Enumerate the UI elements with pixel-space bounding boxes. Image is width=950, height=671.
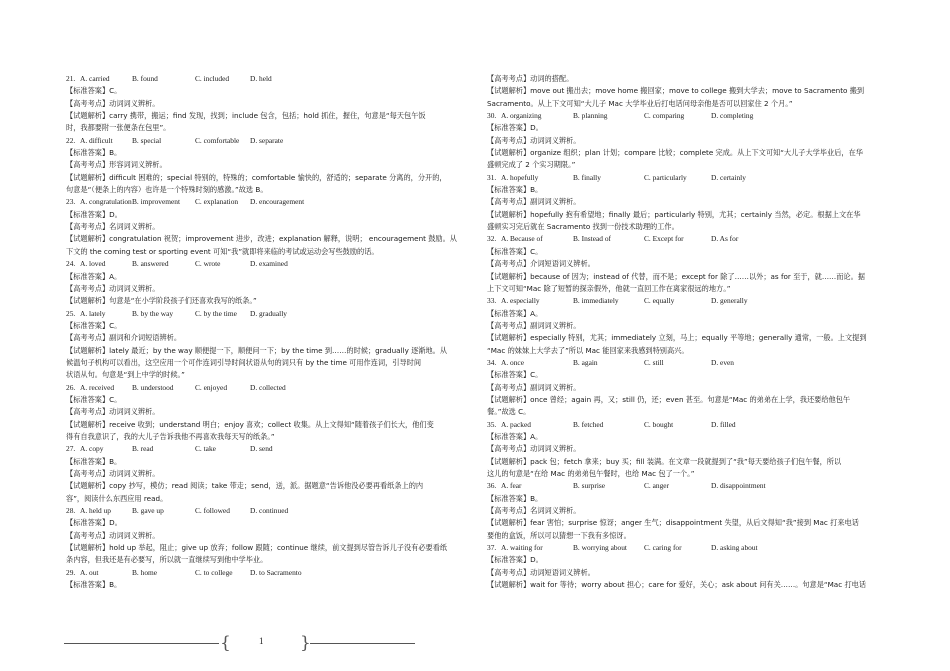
option-b: B. found [132, 74, 158, 83]
text-line: 【试题解析】fear 害怕；surprise 惊讶；anger 生气；disappointment 失望，从后文得知“我”接到 Mac 打来电话 [487, 518, 859, 528]
option-a: A. waiting for [501, 543, 543, 553]
text-line: 【高考考点】副词词义辨析。 [487, 382, 581, 392]
footer-rule-left [64, 643, 219, 644]
text-line: 【标准答案】A。 [66, 271, 122, 281]
text-line: 候温句子机构可以看出，这空应用一个可作连词引导时间状语从句的词只有 by the time 可用作连词，引导时间 [66, 357, 422, 367]
text-line: 条内容，但我还是有必要写，所以就一直继续写到他中学毕业。 [66, 555, 268, 565]
option-b: B. surprise [573, 481, 606, 491]
question-options-row [66, 73, 476, 85]
question-options-row [487, 480, 897, 492]
footer-rule-right [310, 643, 415, 644]
text-line: 容”，阅读什么东西应用 read。 [66, 493, 168, 503]
text-line: 【试题解析】once 曾经；again 再，又；still 仍，还；even 甚至。句意是“Mac 的弟弟在上学，我还要给他包午 [487, 394, 851, 404]
option-d: D. examined [250, 259, 288, 269]
text-line: 【高考考点】动词的搭配。 [487, 74, 574, 83]
question-number: 37. [487, 543, 497, 553]
text-line: 【高考考点】动词词义辨析。 [487, 444, 581, 454]
option-c: C. anger [644, 481, 670, 491]
question-number: 24. [66, 259, 76, 269]
text-line: 时，我都要附一张便条在包里”。 [66, 123, 171, 133]
page-footer [0, 632, 950, 656]
left-column [66, 73, 476, 591]
option-a: A. hopefully [501, 172, 539, 182]
question-options-row [66, 135, 476, 147]
footer-brace-right: } [300, 633, 311, 653]
option-a: A. difficult [80, 135, 113, 145]
text-line: 【试题解析】move out 搬出去；move home 搬回家；move to college 搬到大学去；move to Sacramento 搬到 [487, 86, 865, 96]
option-a: A. Because of [501, 234, 543, 244]
text-line: 【标准答案】D。 [66, 209, 122, 219]
option-b: B. fetched [573, 419, 604, 429]
option-d: D. disappointment [711, 481, 766, 491]
option-d: D. certainly [711, 172, 746, 182]
text-line: 【高考考点】动词词义辨析。 [66, 469, 160, 478]
question-options-row [66, 308, 476, 320]
option-a: A. out [80, 567, 99, 577]
question-number: 32. [487, 234, 497, 244]
text-line: 【标准答案】C。 [487, 246, 543, 256]
option-c: C. comparing [644, 111, 685, 121]
option-c: C. to college [195, 567, 233, 577]
option-a: A. fear [501, 481, 522, 491]
question-number: 29. [66, 567, 76, 577]
option-b: B. read [132, 444, 154, 454]
question-number: 30. [487, 111, 497, 121]
question-options-row [487, 295, 897, 307]
text-line: 【试题解析】hold up 举起，阻止；give up 放弃；follow 跟随；continue 继续，前文提到尽管告诉儿子没有必要看纸 [66, 543, 448, 553]
option-b: B. improvement [132, 197, 181, 207]
option-c: C. take [195, 444, 216, 454]
question-options-row [66, 382, 476, 394]
question-number: 21. [66, 74, 76, 83]
option-b: B. finally [573, 172, 601, 182]
text-line: 【高考考点】形容词词义辨析。 [66, 160, 167, 170]
option-c: C. by the time [195, 308, 237, 318]
option-d: D. separate [250, 135, 284, 145]
option-a: A. copy [80, 444, 104, 454]
option-c: C. Except for [644, 234, 684, 244]
text-line: 上下文可知“Mac 除了短暂的探亲假外，他就一直回工作在离家很远的地方。” [487, 283, 731, 293]
text-line: 盛顿实习完后就在 Sacramento 找到一份技术助理的工作。 [487, 222, 679, 232]
option-c: C. caring for [644, 543, 682, 553]
option-b: B. immediately [573, 296, 619, 306]
question-number: 22. [66, 135, 76, 145]
text-line: 【标准答案】B。 [487, 185, 543, 195]
option-d: D. even [711, 357, 734, 367]
option-c: C. explanation [195, 197, 239, 207]
text-line: “Mac 的妹妹上大学去了”所以 Mac 能回家来我感到特别高兴。 [487, 345, 689, 355]
option-d: D. encouragement [250, 197, 305, 207]
text-line: 【标准答案】C。 [66, 86, 122, 96]
option-a: A. congratulation [80, 197, 132, 207]
question-options-row [66, 258, 476, 270]
option-d: D. collected [250, 382, 286, 392]
option-c: C. particularly [644, 172, 687, 182]
option-b: B. again [573, 357, 598, 367]
page-number: 1 [259, 636, 264, 646]
option-a: A. especially [501, 296, 540, 306]
text-line: 【高考考点】副词词义辨析。 [487, 320, 581, 330]
text-line: 【标准答案】D。 [487, 123, 543, 133]
text-line: 【高考考点】动词词义辨析。 [66, 530, 160, 540]
option-a: A. packed [501, 419, 531, 429]
question-options-row [487, 233, 897, 245]
text-line: 【高考考点】动词词义辨析。 [487, 135, 581, 145]
option-a: A. once [501, 357, 524, 367]
option-d: D. As for [711, 234, 739, 244]
footer-brace-left: { [220, 633, 231, 653]
option-c: C. comfortable [195, 135, 240, 145]
text-line: 【标准答案】A。 [487, 431, 543, 441]
option-d: D. generally [711, 296, 748, 306]
text-line: 【标准答案】B。 [66, 148, 122, 158]
question-options-row [487, 542, 897, 554]
question-options-row [66, 567, 476, 579]
text-line: 【高考考点】介词短语词义辨析。 [487, 259, 595, 269]
question-number: 26. [66, 382, 76, 392]
option-c: C. enjoyed [195, 382, 228, 392]
text-line: 【试题解析】copy 抄写，模仿；read 阅读；take 带走；send，送，派。据题意“告诉他没必要再看纸条上的内 [66, 481, 424, 491]
question-number: 35. [487, 419, 497, 429]
option-b: B. planning [573, 111, 608, 121]
text-line: 【试题解析】organize 组织；plan 计划；compare 比较；complete 完成。从上下文可知“大儿子大学毕业后，在华 [487, 148, 863, 158]
question-number: 28. [66, 506, 76, 516]
text-line: 【高考考点】副词词义辨析。 [487, 197, 581, 207]
question-number: 34. [487, 357, 497, 367]
text-line: 【试题解析】hopefully 抱有希望地；finally 最后；particularly 特别，尤其；certainly 当然，必定。根据上文在华 [487, 209, 861, 219]
question-options-row [487, 357, 897, 369]
option-a: A. held up [80, 506, 111, 516]
text-line: 【标准答案】C。 [66, 394, 122, 404]
option-d: D. completing [711, 111, 754, 121]
text-line: 【试题解析】because of 因为；instead of 代替，而不是；except for 除了……以外；as for 至于，就……而论。据 [487, 271, 865, 281]
question-number: 31. [487, 172, 497, 182]
text-line: 【试题解析】especially 特别，尤其；immediately 立刻，马上；equally 平等地；generally 通常，一般。上文提到 [487, 333, 867, 343]
option-b: B. by the way [132, 308, 174, 318]
option-a: A. carried [80, 74, 110, 83]
option-a: A. lately [80, 308, 106, 318]
question-number: 25. [66, 308, 76, 318]
option-c: C. equally [644, 296, 675, 306]
option-b: B. gave up [132, 506, 164, 516]
text-line: 餐。”故选 C。 [487, 407, 531, 417]
text-line: 【标准答案】C。 [66, 320, 122, 330]
option-b: B. Instead of [573, 234, 611, 244]
text-line: 下文的 the coming test or sporting event 可知“我”就即将来临的考试或运动会写些鼓励的话。 [66, 246, 379, 256]
option-d: D. send [250, 444, 273, 454]
text-line: 【标准答案】B。 [66, 456, 122, 466]
question-options-row [487, 419, 897, 431]
text-line: 【高考考点】副词和介词短语辨析。 [66, 333, 182, 343]
text-line: 【高考考点】动词词义辨析。 [66, 98, 160, 108]
text-line: 盛顿完成了 2 个实习期限。” [487, 160, 576, 170]
option-a: A. organizing [501, 111, 542, 121]
option-d: D. held [250, 74, 272, 83]
question-number: 23. [66, 197, 76, 207]
option-a: A. loved [80, 259, 106, 269]
text-line: 状语从句。句意是“到上中学的时候。” [66, 370, 185, 380]
text-line: 【试题解析】句意是“在小学阶段孩子们还喜欢我写的纸条。” [66, 296, 257, 306]
option-b: B. worrying about [573, 543, 627, 553]
option-b: B. answered [132, 259, 169, 269]
question-options-row [66, 505, 476, 517]
question-options-row [66, 443, 476, 455]
text-line: 【高考考点】名词词义辨析。 [487, 506, 581, 516]
question-options-row [487, 172, 897, 184]
option-c: C. wrote [195, 259, 221, 269]
option-b: B. special [132, 135, 162, 145]
text-line: 【高考考点】动词短语词义辨析。 [487, 567, 595, 577]
option-b: B. understood [132, 382, 174, 392]
text-line: 这儿的句意是“在给 Mac 的弟弟包午餐时，也给 Mac 包了一个。” [487, 469, 695, 478]
text-line: 得有自我意识了，我的大儿子告诉我他不再喜欢我每天写的纸条。” [66, 431, 275, 441]
text-line: 【试题解析】congratulation 祝贺；improvement 进步，改进；explanation 解释，说明； encouragement 鼓励。从 [66, 234, 457, 244]
option-c: C. included [195, 74, 230, 83]
option-d: D. continued [250, 506, 289, 516]
option-b: B. home [132, 567, 158, 577]
text-line: 【高考考点】动词词义辨析。 [66, 407, 160, 417]
text-line: 【高考考点】名词词义辨析。 [66, 222, 160, 232]
question-number: 33. [487, 296, 497, 306]
question-number: 27. [66, 444, 76, 454]
text-line: Sacramento。从上下文可知“大儿子 Mac 大学毕业后打电话问母亲他是否可以回家住 2 个月。” [487, 98, 793, 108]
text-line: 【试题解析】difficult 困难的；special 特别的，特殊的；comfortable 愉快的，舒适的；separate 分离的，分开的， [66, 172, 447, 182]
option-c: C. followed [195, 506, 230, 516]
text-line: 【标准答案】B。 [66, 580, 122, 590]
question-options-row [487, 110, 897, 122]
right-column [487, 73, 897, 591]
text-line: 【标准答案】D。 [487, 555, 543, 565]
text-line: 【标准答案】D。 [66, 518, 122, 528]
option-d: D. gradually [250, 308, 287, 318]
option-a: A. received [80, 382, 115, 392]
option-d: D. to Sacramento [250, 567, 302, 577]
text-line: 【标准答案】A。 [487, 308, 543, 318]
text-line: 【试题解析】pack 包；fetch 拿来；buy 买；fill 装满。在文章一段就提到了“我”每天要给孩子们包午餐，所以 [487, 456, 842, 466]
text-line: 【高考考点】动词词义辨析。 [66, 283, 160, 293]
text-line: 要他的盒饭，所以可以猜想一下我有多惊讶。 [487, 530, 631, 540]
text-line: 【标准答案】B。 [487, 493, 543, 503]
text-line: 【试题解析】carry 携带，搬运；find 发现，找到；include 包含，包括；hold 抓住，握住，句意是“每天包午饭 [66, 111, 426, 121]
option-d: D. asking about [711, 543, 758, 553]
question-number: 36. [487, 481, 497, 491]
text-line: 【标准答案】C。 [487, 370, 543, 380]
question-options-row [66, 196, 476, 208]
text-line: 句意是“（便条上的内容）也许是一个特殊时刻的感激。”故选 B。 [66, 185, 268, 195]
option-d: D. filled [711, 419, 736, 429]
option-c: C. bought [644, 419, 674, 429]
text-line: 【试题解析】receive 收到；understand 明白；enjoy 喜欢；collect 收集。从上文得知“随着孩子们长大，他们变 [66, 419, 434, 429]
text-line: 【试题解析】wait for 等待；worry about 担心；care for 爱好，关心；ask about 问有关……。句意是“Mac 打电话 [487, 580, 867, 590]
option-c: C. still [644, 357, 664, 367]
text-line: 【试题解析】lately 最近；by the way 顺便提一下，顺便问一下；by the time 到……的时候；gradually 逐渐地。从 [66, 345, 448, 355]
